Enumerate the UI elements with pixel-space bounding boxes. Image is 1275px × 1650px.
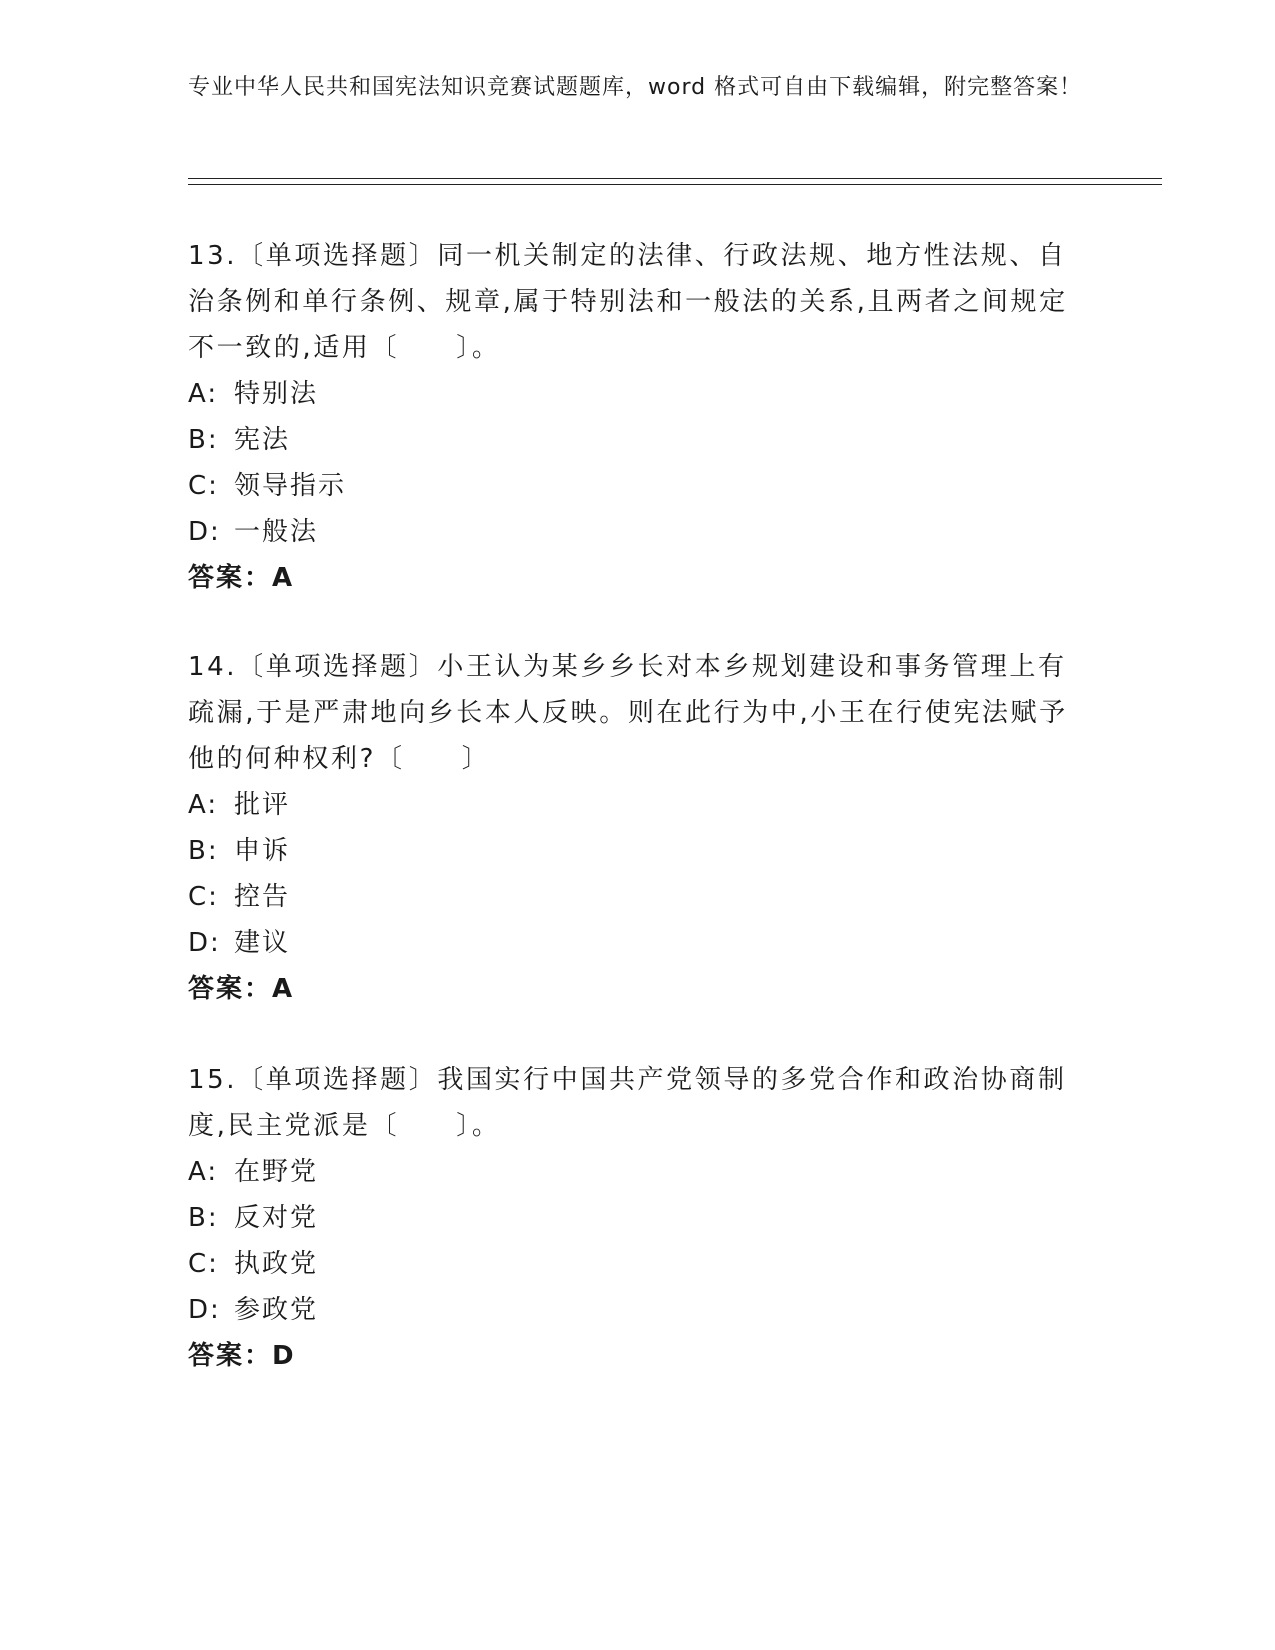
option-d [188, 920, 1088, 966]
option-b [188, 1195, 1088, 1241]
question-text: 15.〔单项选择题〕我国实行中国共产党领导的多党合作和政治协商制度,民主党派是〔 〕。 [188, 1065, 1067, 1141]
option-key: B: [188, 1203, 219, 1233]
answer: 答案：D [188, 1341, 296, 1371]
option-c [188, 463, 1088, 509]
option-key: A: [188, 790, 219, 820]
option-text: 反对党 [234, 1203, 319, 1233]
option-b [188, 417, 1088, 463]
option-c [188, 874, 1088, 920]
question-14 [188, 644, 1088, 1012]
option-text: 批评 [234, 790, 291, 820]
option-key: C: [188, 882, 219, 912]
answer: 答案：A [188, 563, 295, 593]
option-key: C: [188, 471, 219, 501]
option-key: B: [188, 836, 219, 866]
option-text: 建议 [234, 928, 291, 958]
option-text: 参政党 [234, 1295, 319, 1325]
document-header: 专业中华人民共和国宪法知识竞赛试题题库，word 格式可自由下载编辑，附完整答案！ [188, 75, 1083, 100]
option-d [188, 509, 1088, 555]
option-key: D: [188, 928, 221, 958]
header-divider-bottom [188, 184, 1162, 185]
option-text: 在野党 [234, 1157, 319, 1187]
option-text: 特别法 [234, 379, 319, 409]
option-key: D: [188, 517, 221, 547]
option-d [188, 1287, 1088, 1333]
option-a [188, 371, 1088, 417]
option-text: 一般法 [234, 517, 319, 547]
option-text: 执政党 [234, 1249, 319, 1279]
option-a [188, 782, 1088, 828]
option-key: C: [188, 1249, 219, 1279]
option-key: A: [188, 379, 219, 409]
option-text: 宪法 [234, 425, 291, 455]
option-a [188, 1149, 1088, 1195]
option-text: 控告 [234, 882, 291, 912]
question-text: 14.〔单项选择题〕小王认为某乡乡长对本乡规划建设和事务管理上有疏漏,于是严肃地向乡长本人反映。则在此行为中,小王在行使宪法赋予他的何种权利?〔 〕 [188, 652, 1068, 774]
answer: 答案：A [188, 974, 295, 1004]
option-c [188, 1241, 1088, 1287]
option-key: A: [188, 1157, 219, 1187]
option-text: 申诉 [234, 836, 291, 866]
question-15 [188, 1057, 1088, 1379]
option-key: B: [188, 425, 219, 455]
question-text: 13.〔单项选择题〕同一机关制定的法律、行政法规、地方性法规、自治条例和单行条例、规章,属于特别法和一般法的关系,且两者之间规定不一致的,适用〔 〕。 [188, 241, 1068, 363]
option-key: D: [188, 1295, 221, 1325]
option-b [188, 828, 1088, 874]
question-13 [188, 233, 1088, 601]
option-text: 领导指示 [234, 471, 347, 501]
header-divider-top [188, 178, 1162, 179]
